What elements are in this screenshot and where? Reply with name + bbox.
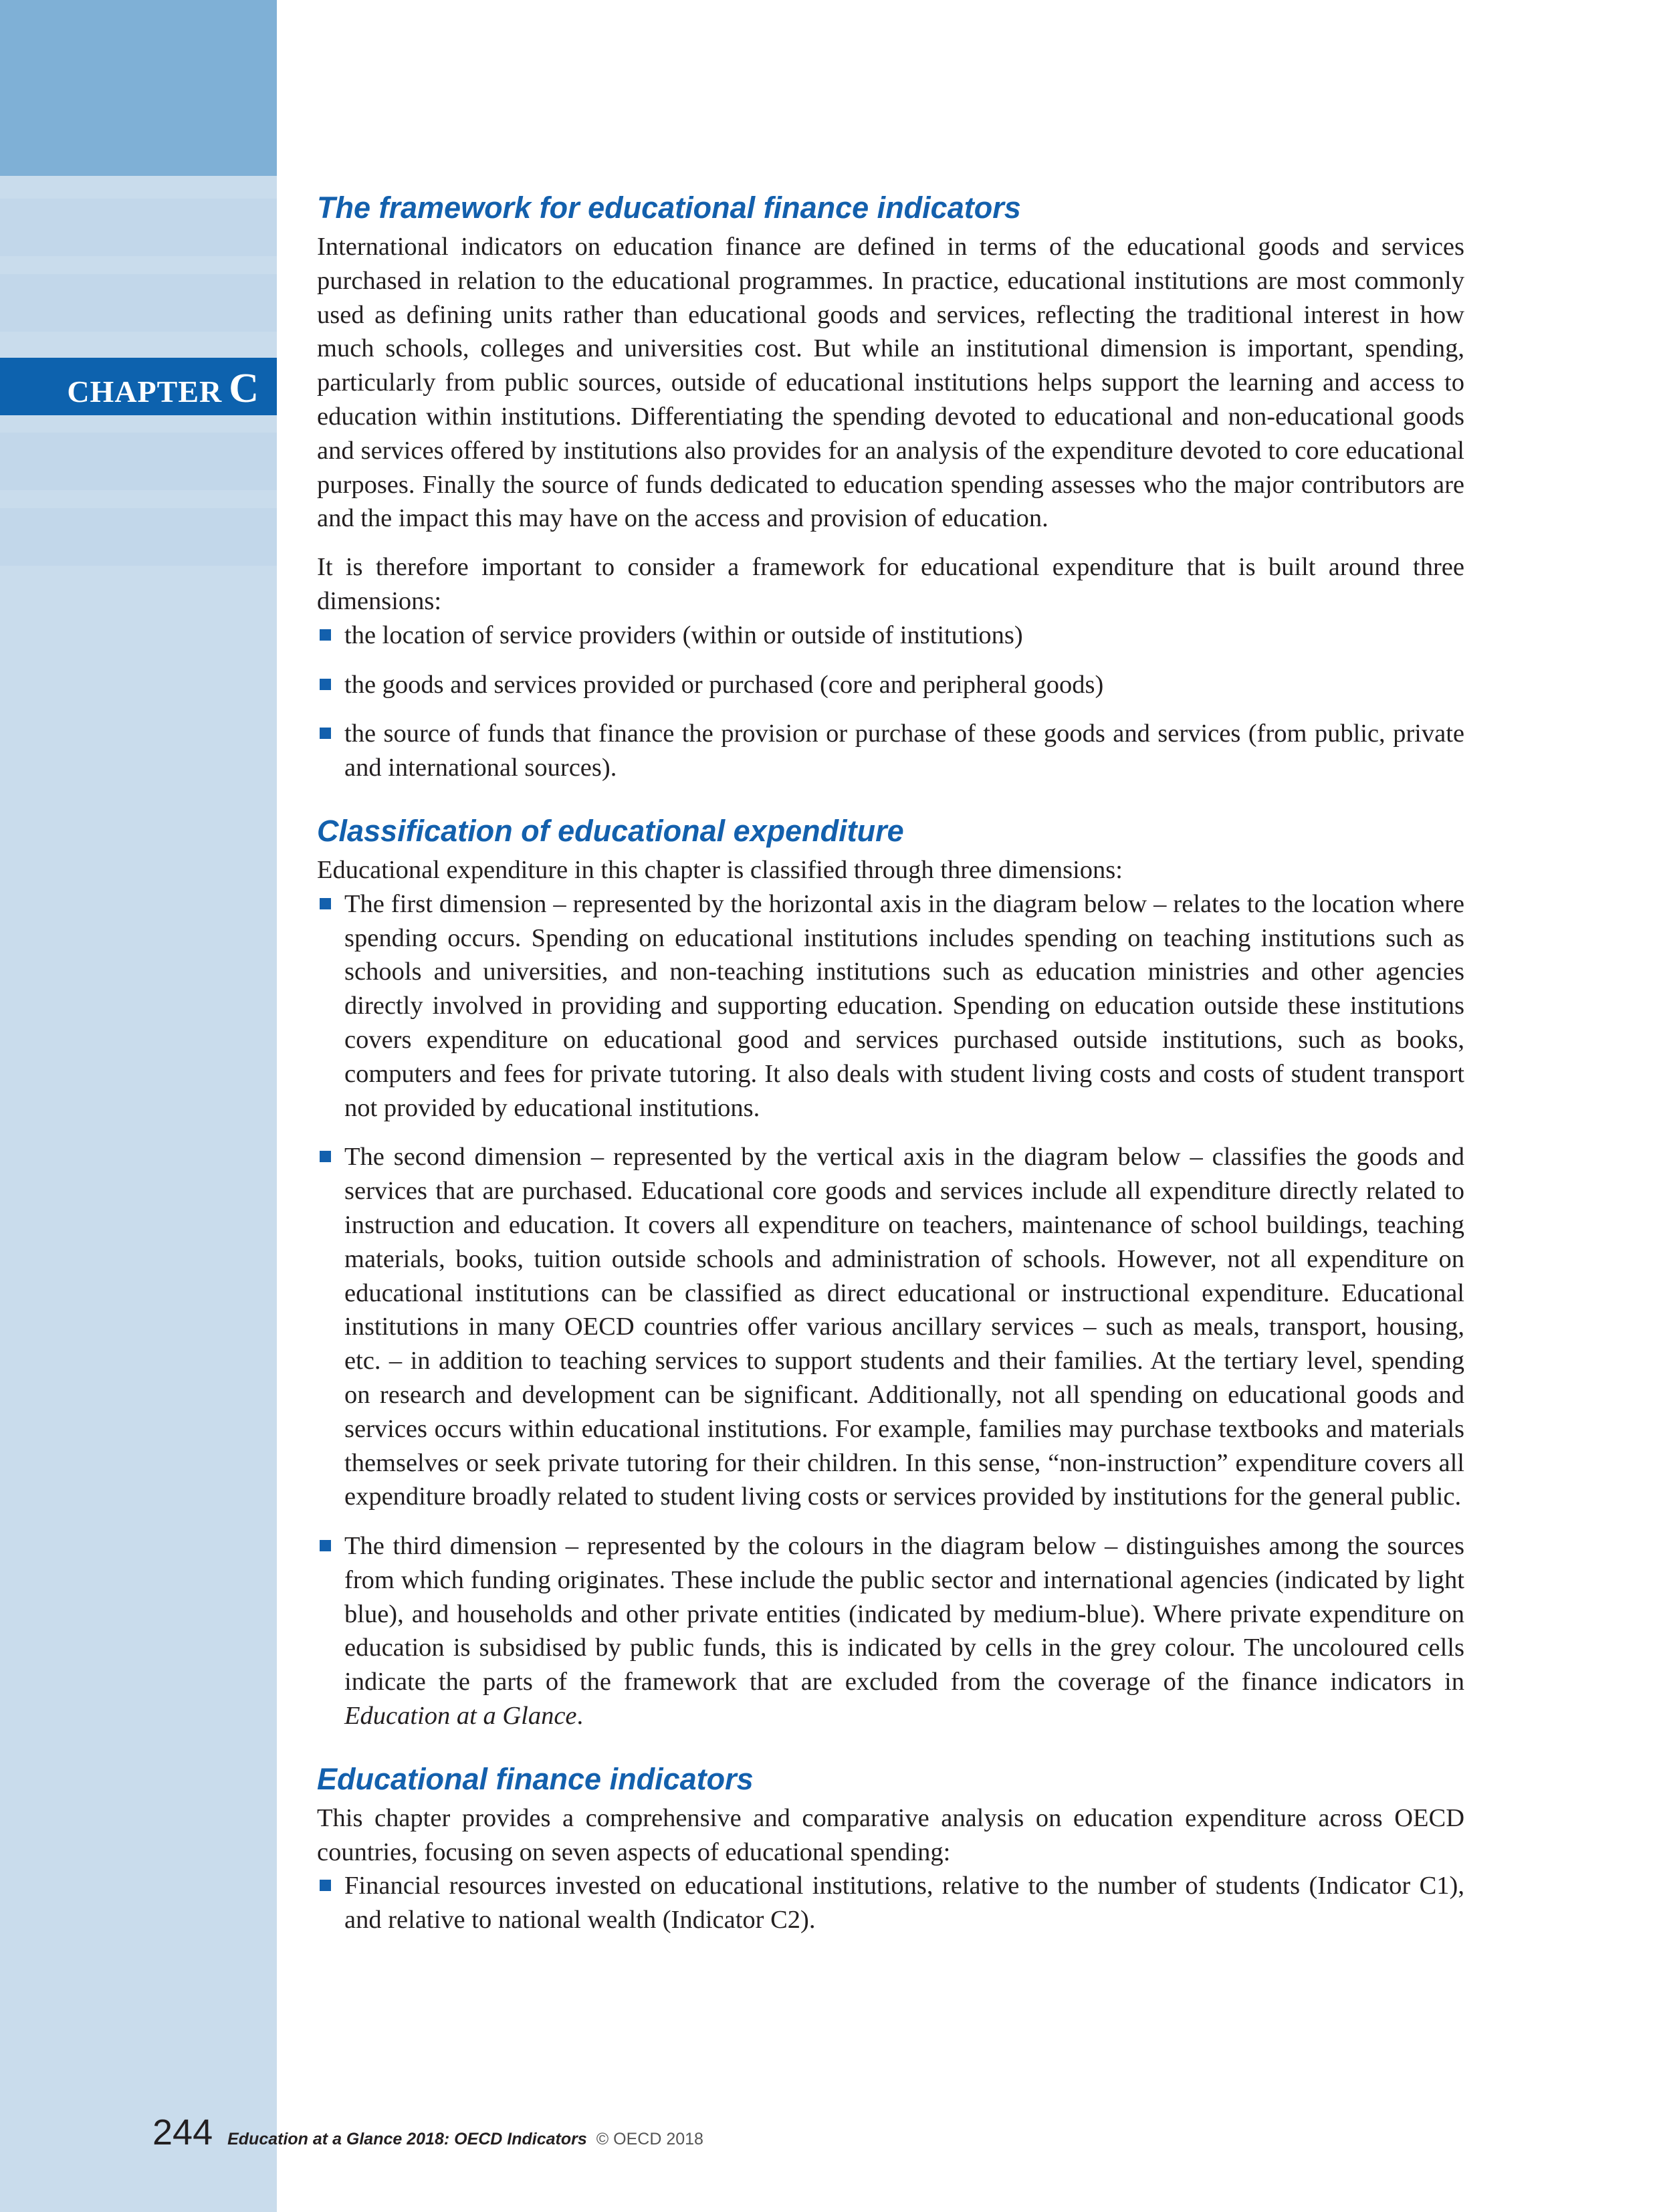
list-item bbox=[317, 619, 1464, 653]
bullet-list bbox=[317, 887, 1464, 1733]
list-item bbox=[317, 1140, 1464, 1514]
chapter-letter: C bbox=[229, 366, 259, 411]
publication-title: Education at a Glance 2018: OECD Indicators bbox=[227, 2130, 587, 2148]
list-item-text-end: . bbox=[576, 1702, 584, 1731]
square-bullet-icon bbox=[320, 629, 331, 641]
chapter-label bbox=[67, 365, 259, 413]
paragraph: International indicators on education finance are defined in terms of the educational goods and services purchased in relation to the educational programmes. In practice, educational institutions are most commonly used as defining units rather than educational goods and services, reflecting the traditional interest in how much schools, colleges and universities cost. But while an institutional dimension is important, spending, particularly from public sources, outside of educational institutions helps support the learning and access to education within institutions. Differentiating the spending devoted to educational and non-educational goods and services offered by institutions also provides for an analysis of the expenditure devoted to core educational purposes. Finally the source of funds dedicated to education spending assesses who the major contributors are and the impact this may have on the access and provision of education. bbox=[317, 233, 1464, 533]
paragraph: It is therefore important to consider a framework for educational expenditure that is built around three dimensions: bbox=[317, 553, 1464, 615]
list-item bbox=[317, 717, 1464, 785]
list-item-text: The first dimension – represented by the horizontal axis in the diagram below – relates to the location where spending occurs. Spending on educational institutions includes spending on teaching institutions such as schools and universities, and non-teaching institutions such as education ministries and other agencies directly involved in providing and supporting education. Spending on education outside these institutions covers expenditure on educational good and services purchased outside institutions, such as books, computers and fees for private tutoring. It also deals with student living costs and costs of student transport not provided by educational institutions. bbox=[344, 889, 1464, 1122]
list-item-text: the source of funds that finance the provision or purchase of these goods and services (from public, private and international sources). bbox=[344, 720, 1464, 782]
sidebar-top-block bbox=[0, 0, 277, 176]
list-item-text: The second dimension – represented by the vertical axis in the diagram below – classifies the goods and services that are purchased. Educational core goods and services include all expenditure directly related to instruction and education. It covers all expenditure on teachers, maintenance of school buildings, teaching materials, books, tuition outside schools and administration of schools. However, not all expenditure on educational institutions can be classified as direct educational or instructional expenditure. Educational institutions in many OECD countries offer various ancillary services – such as meals, transport, housing, etc. – in addition to teaching services to support students and their families. At the tertiary level, spending on research and development can be significant. Additionally, not all spending on educational goods and services occurs within educational institutions. For example, families may purchase textbooks and materials themselves or seek private tutoring for their children. In this sense, “non-instruction” expenditure covers all expenditure broadly related to student living costs or services provided by institutions for the general public. bbox=[344, 1143, 1464, 1511]
bullet-list bbox=[317, 1869, 1464, 1937]
list-item bbox=[317, 1529, 1464, 1733]
list-item-text: Financial resources invested on educational institutions, relative to the number of students (Indicator C1), and relative to national wealth (Indicator C2). bbox=[344, 1872, 1464, 1934]
square-bullet-icon bbox=[320, 1540, 331, 1551]
page-number: 244 bbox=[152, 2112, 213, 2152]
square-bullet-icon bbox=[320, 1151, 331, 1162]
section-heading-classification: Classification of educational expenditure bbox=[317, 813, 904, 848]
square-bullet-icon bbox=[320, 898, 331, 909]
sidebar-tab bbox=[0, 274, 277, 332]
list-item bbox=[317, 668, 1464, 702]
bullet-list bbox=[317, 619, 1464, 785]
list-item bbox=[317, 1869, 1464, 1937]
sidebar bbox=[0, 0, 277, 2212]
square-bullet-icon bbox=[320, 679, 331, 690]
sidebar-tab bbox=[0, 508, 277, 566]
paragraph: Educational expenditure in this chapter is classified through three dimensions: bbox=[317, 855, 1123, 884]
list-item bbox=[317, 887, 1464, 1125]
section-heading-framework: The framework for educational finance indicators bbox=[317, 191, 1021, 225]
sidebar-tab bbox=[0, 199, 277, 256]
list-item-text: The third dimension – represented by the colours in the diagram below – distinguishes among the sources from which funding originates. These include the public sector and international agencies (indicated by light blue), and households and other private entities (indicated by medium-blue). Where private expenditure on education is subsidised by public funds, this is indicated by cells in the grey colour. The uncoloured cells indicate the parts of the framework that are excluded from the coverage of the finance indicators in bbox=[344, 1532, 1464, 1696]
chapter-word: CHAPTER bbox=[67, 374, 223, 409]
chapter-tab bbox=[0, 358, 277, 415]
square-bullet-icon bbox=[320, 1880, 331, 1891]
section-heading-indicators: Educational finance indicators bbox=[317, 1761, 754, 1796]
square-bullet-icon bbox=[320, 728, 331, 739]
copyright-notice: © OECD 2018 bbox=[596, 2130, 703, 2148]
publication-title-italic: Education at a Glance bbox=[344, 1702, 577, 1731]
list-item-text: the location of service providers (within or outside of institutions) bbox=[344, 621, 1023, 649]
sidebar-tab bbox=[0, 433, 277, 490]
page-footer bbox=[152, 2112, 703, 2153]
paragraph: This chapter provides a comprehensive and comparative analysis on education expenditure across OECD countries, focusing on seven aspects of educational spending: bbox=[317, 1803, 1464, 1866]
main-content bbox=[317, 189, 1464, 1937]
list-item-text: the goods and services provided or purchased (core and peripheral goods) bbox=[344, 670, 1104, 699]
